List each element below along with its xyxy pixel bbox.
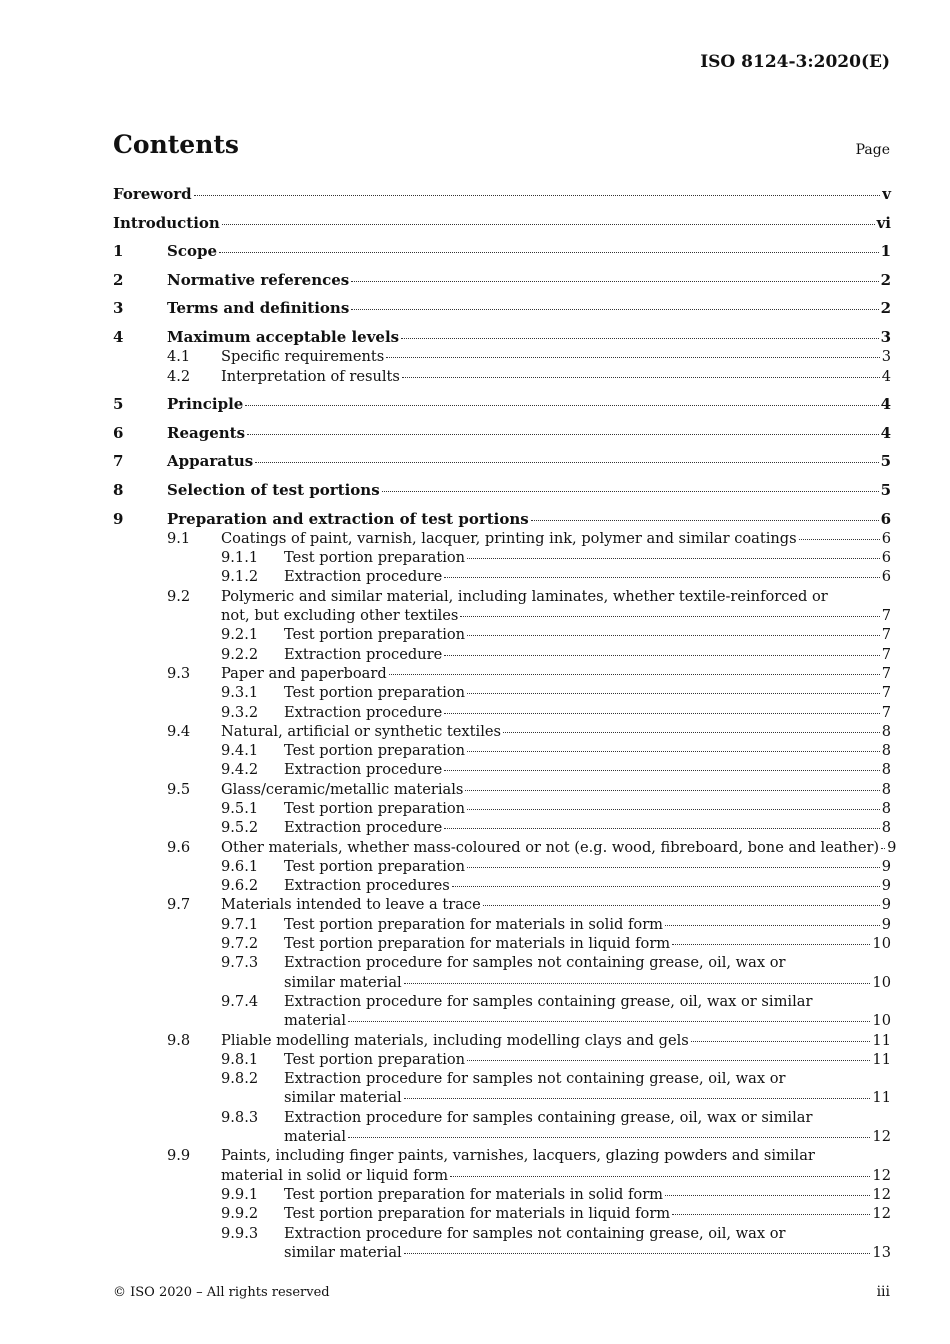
toc-entry[interactable]: [113, 271, 891, 290]
dot-leader: [444, 713, 879, 714]
toc-entry-page: 3: [880, 327, 891, 346]
toc-entry-number: 9.7.4: [221, 992, 259, 1010]
toc-entry-title: Extraction procedure: [284, 703, 443, 721]
toc-entry-title: Test portion preparation for materials in liquid form: [284, 935, 671, 953]
toc-entry-page: 12: [872, 1128, 891, 1146]
toc-entry-page: 10: [872, 973, 891, 991]
toc-entry-title: Normative references: [167, 270, 350, 289]
dot-leader: [401, 338, 878, 339]
toc-entry[interactable]: [113, 347, 891, 366]
dot-leader: [665, 1195, 870, 1196]
toc-entry-title-continued: similar material: [284, 1089, 402, 1107]
dot-leader: [467, 751, 880, 752]
toc-entry[interactable]: [113, 567, 891, 586]
toc-entry-number: 9.4: [167, 722, 191, 740]
toc-entry-page: 8: [881, 799, 891, 817]
toc-entry-number: 9.3.1: [221, 684, 259, 702]
toc-entry-number: 7: [113, 452, 124, 471]
dot-leader: [483, 905, 880, 906]
toc-entry-number: 9.5.2: [221, 819, 259, 837]
toc-entry-number: 9.9.1: [221, 1185, 259, 1203]
toc-entry-page: 8: [881, 761, 891, 779]
toc-entry[interactable]: [113, 299, 891, 318]
toc-entry-number: 9.2: [167, 587, 191, 605]
toc-entry-page: 8: [881, 819, 891, 837]
toc-entry-page: 2: [880, 299, 891, 318]
toc-entry-page: 12: [872, 1185, 891, 1203]
toc-entry-page: 8: [881, 722, 891, 740]
toc-entry-title: Test portion preparation: [284, 626, 466, 644]
dot-leader: [348, 1021, 870, 1022]
toc-entry-page: 8: [881, 742, 891, 760]
toc-entry[interactable]: [113, 934, 891, 953]
toc-entry-number: 9.3: [167, 664, 191, 682]
toc-entry-title: Polymeric and similar material, including laminates, whether textile-reinforced or: [221, 587, 828, 605]
toc-entry-title-continued: similar material: [284, 973, 402, 991]
toc-entry[interactable]: [113, 1050, 891, 1069]
toc-entry-number: 9.5: [167, 780, 191, 798]
toc-entry[interactable]: [113, 185, 891, 204]
toc-entry[interactable]: [113, 1069, 891, 1108]
dot-leader: [404, 983, 871, 984]
toc-entry-number: 4: [113, 327, 124, 346]
toc-entry-title: Paints, including finger paints, varnishes, lacquers, glazing powders and similar: [221, 1147, 815, 1165]
toc-entry-page: 7: [881, 607, 891, 625]
dot-leader: [665, 925, 880, 926]
toc-entry-page: 1: [880, 242, 891, 261]
dot-leader: [503, 732, 880, 733]
toc-entry-title: Reagents: [167, 423, 246, 442]
toc-entry[interactable]: [113, 328, 891, 347]
toc-entry-number: 9.1.2: [221, 568, 259, 586]
toc-entry-page: 2: [880, 270, 891, 289]
toc-entry-title: Paper and paperboard: [221, 664, 387, 682]
dot-leader: [404, 1253, 871, 1254]
toc-entry-number: 9.8.3: [221, 1108, 259, 1126]
dot-leader: [691, 1041, 871, 1042]
toc-entry-page: 5: [880, 452, 891, 471]
toc-entry[interactable]: [113, 703, 891, 722]
toc-entry[interactable]: [113, 529, 891, 548]
dot-leader: [351, 309, 878, 310]
toc-entry-number: 9: [113, 509, 124, 528]
toc-entry-number: 9.7.1: [221, 915, 259, 933]
dot-leader: [467, 1060, 870, 1061]
toc-entry-number: 9.4.2: [221, 761, 259, 779]
dot-leader: [444, 655, 879, 656]
toc-entry-title: Test portion preparation for materials in solid form: [284, 915, 664, 933]
toc-entry-number: 3: [113, 299, 124, 318]
toc-entry-number: 5: [113, 395, 124, 414]
toc-entry-page: 12: [872, 1205, 891, 1223]
toc-entry[interactable]: [113, 452, 891, 471]
toc-entry-title: Extraction procedure for samples containing grease, oil, wax or similar: [284, 1108, 813, 1126]
toc-entry-number: 9.8.2: [221, 1070, 259, 1088]
toc-entry[interactable]: [113, 780, 891, 799]
toc-entry-title-continued: material in solid or liquid form: [221, 1166, 449, 1184]
toc-entry[interactable]: [113, 1108, 891, 1147]
dot-leader: [404, 1098, 871, 1099]
toc-entry[interactable]: [113, 625, 891, 644]
toc-entry-title: Principle: [167, 395, 244, 414]
dot-leader: [465, 790, 879, 791]
toc-entry-title: Extraction procedure for samples containing grease, oil, wax or similar: [284, 992, 813, 1010]
toc-entry-title-continued: similar material: [284, 1243, 402, 1261]
toc-entry-title: Maximum acceptable levels: [167, 327, 400, 346]
toc-entry-number: 6: [113, 423, 124, 442]
toc-entry[interactable]: [113, 799, 891, 818]
toc-entry-title: Terms and definitions: [167, 299, 350, 318]
page-column-label: Page: [855, 142, 890, 158]
dot-leader: [255, 462, 878, 463]
toc-entry[interactable]: [113, 760, 891, 779]
toc-entry[interactable]: [113, 876, 891, 895]
toc-entry-number: 9.5.1: [221, 799, 259, 817]
toc-entry-page: v: [882, 185, 891, 203]
toc-entry-title: Pliable modelling materials, including modelling clays and gels: [221, 1031, 689, 1049]
toc-entry-title-continued: not, but excluding other textiles: [221, 607, 459, 625]
dot-leader: [247, 434, 879, 435]
toc-entry-title: Materials intended to leave a trace: [221, 896, 481, 914]
toc-entry[interactable]: [113, 242, 891, 261]
toc-entry[interactable]: [113, 367, 891, 386]
toc-entry[interactable]: [113, 838, 897, 857]
toc-entry-number: 9.9: [167, 1147, 191, 1165]
toc-entry-page: 7: [881, 703, 891, 721]
toc-entry[interactable]: [113, 214, 891, 233]
table-of-contents: [113, 185, 897, 1262]
toc-entry[interactable]: [113, 857, 891, 876]
toc-entry-title: Extraction procedure: [284, 645, 443, 663]
toc-entry[interactable]: [113, 818, 891, 837]
toc-entry-page: 4: [880, 395, 891, 414]
toc-entry-title: Foreword: [113, 185, 192, 203]
toc-entry-number: 9.9.2: [221, 1205, 259, 1223]
toc-entry[interactable]: [113, 645, 891, 664]
toc-entry-page: 6: [881, 549, 891, 567]
toc-entry-page: 4: [881, 367, 891, 385]
dot-leader: [389, 674, 880, 675]
toc-entry-title: Natural, artificial or synthetic textiles: [221, 722, 501, 740]
toc-entry-title: Test portion preparation: [284, 684, 466, 702]
toc-entry[interactable]: [113, 587, 891, 626]
dot-leader: [194, 195, 881, 196]
toc-entry-title: Extraction procedure: [284, 761, 443, 779]
toc-entry-title: Scope: [167, 242, 218, 261]
toc-entry-number: 9.8.1: [221, 1050, 259, 1068]
toc-entry-number: 9.7.2: [221, 935, 259, 953]
toc-entry-title: Test portion preparation for materials in solid form: [284, 1185, 664, 1203]
toc-entry-number: 9.1: [167, 529, 191, 547]
toc-entry-page: 11: [872, 1050, 891, 1068]
toc-entry-number: 9.4.1: [221, 742, 259, 760]
toc-entry-page: 9: [881, 857, 891, 875]
toc-entry-number: 4.1: [167, 348, 191, 366]
dot-leader: [467, 809, 880, 810]
toc-entry[interactable]: [113, 1185, 891, 1204]
toc-entry-page: 7: [881, 626, 891, 644]
toc-entry[interactable]: [113, 1224, 891, 1263]
dot-leader: [467, 558, 880, 559]
toc-entry-number: 9.2.1: [221, 626, 259, 644]
toc-entry-title: Extraction procedure for samples not containing grease, oil, wax or: [284, 954, 786, 972]
toc-entry-page: 7: [881, 645, 891, 663]
toc-entry-title: Selection of test portions: [167, 480, 380, 499]
toc-entry-title: Extraction procedure for samples not containing grease, oil, wax or: [284, 1224, 786, 1242]
dot-leader: [452, 886, 880, 887]
toc-entry-title: Extraction procedure: [284, 568, 443, 586]
dot-leader: [799, 539, 880, 540]
toc-entry-title: Test portion preparation: [284, 742, 466, 760]
toc-entry[interactable]: [113, 895, 891, 914]
toc-entry[interactable]: [113, 683, 891, 702]
toc-entry-number: 9.2.2: [221, 645, 259, 663]
toc-entry-title: Introduction: [113, 213, 220, 232]
toc-entry-page: 6: [881, 568, 891, 586]
toc-entry-title: Coatings of paint, varnish, lacquer, printing ink, polymer and similar coatings: [221, 529, 797, 547]
dot-leader: [219, 252, 879, 253]
dot-leader: [450, 1176, 870, 1177]
toc-entry-page: 10: [872, 935, 891, 953]
toc-entry[interactable]: [113, 1204, 891, 1223]
toc-entry-title: Test portion preparation: [284, 549, 466, 567]
dot-leader: [382, 491, 879, 492]
toc-entry-number: 9.6: [167, 838, 191, 856]
dot-leader: [351, 281, 878, 282]
toc-entry[interactable]: [113, 395, 891, 414]
dot-leader: [881, 848, 885, 849]
page-number: iii: [876, 1284, 890, 1300]
toc-entry-title: Extraction procedure: [284, 819, 443, 837]
toc-entry-number: 9.8: [167, 1031, 191, 1049]
toc-entry-page: 4: [880, 423, 891, 442]
dot-leader: [444, 577, 879, 578]
toc-entry-title: Other materials, whether mass-coloured or not (e.g. wood, fibreboard, bone and leather): [221, 838, 880, 856]
toc-entry[interactable]: [113, 992, 891, 1031]
toc-entry-title: Glass/ceramic/metallic materials: [221, 780, 464, 798]
dot-leader: [531, 520, 879, 521]
toc-entry-title: Interpretation of results: [221, 367, 400, 385]
toc-entry-page: 11: [872, 1089, 891, 1107]
toc-entry-number: 8: [113, 480, 124, 499]
toc-entry-page: 12: [872, 1166, 891, 1184]
dot-leader: [467, 693, 880, 694]
dot-leader: [245, 405, 878, 406]
toc-entry-page: 9: [881, 877, 891, 895]
dot-leader: [222, 224, 875, 225]
toc-entry-number: 9.9.3: [221, 1224, 259, 1242]
toc-entry-number: 2: [113, 270, 124, 289]
toc-entry-page: 6: [881, 529, 891, 547]
toc-entry-page: 11: [872, 1031, 891, 1049]
dot-leader: [672, 944, 870, 945]
toc-entry-number: 1: [113, 242, 124, 261]
toc-entry-title: Test portion preparation: [284, 857, 466, 875]
toc-entry[interactable]: [113, 548, 891, 567]
toc-entry[interactable]: [113, 741, 891, 760]
toc-entry-page: 10: [872, 1012, 891, 1030]
dot-leader: [467, 635, 880, 636]
dot-leader: [460, 616, 879, 617]
dot-leader: [467, 867, 880, 868]
toc-entry-page: 7: [881, 684, 891, 702]
toc-entry-number: 9.7.3: [221, 954, 259, 972]
toc-entry-title: Apparatus: [167, 452, 254, 471]
toc-entry-number: 9.6.2: [221, 877, 259, 895]
toc-entry[interactable]: [113, 510, 891, 529]
toc-entry-title-continued: material: [284, 1128, 347, 1146]
toc-entry-number: 9.6.1: [221, 857, 259, 875]
dot-leader: [444, 770, 879, 771]
toc-entry-title: Extraction procedure for samples not containing grease, oil, wax or: [284, 1070, 786, 1088]
toc-entry-title: Test portion preparation: [284, 1050, 466, 1068]
page-title: Contents: [113, 130, 240, 159]
dot-leader: [348, 1137, 870, 1138]
toc-entry-page: 8: [881, 780, 891, 798]
toc-entry-title: Test portion preparation: [284, 799, 466, 817]
toc-entry-page: 9: [881, 896, 891, 914]
toc-entry[interactable]: [113, 1031, 891, 1050]
toc-entry-page: 9: [887, 838, 897, 856]
toc-entry[interactable]: [113, 424, 891, 443]
toc-entry-number: 4.2: [167, 367, 191, 385]
toc-entry-page: 7: [881, 664, 891, 682]
toc-entry[interactable]: [113, 953, 891, 992]
dot-leader: [672, 1214, 870, 1215]
toc-entry-number: 9.3.2: [221, 703, 259, 721]
dot-leader: [444, 828, 879, 829]
toc-entry-page: 3: [881, 348, 891, 366]
toc-entry-number: 9.7: [167, 896, 191, 914]
toc-entry-title: Preparation and extraction of test portions: [167, 509, 529, 528]
toc-entry-title: Test portion preparation for materials in liquid form: [284, 1205, 671, 1223]
copyright-notice: © ISO 2020 – All rights reserved: [113, 1285, 330, 1300]
toc-entry[interactable]: [113, 664, 891, 683]
toc-entry-page: vi: [876, 213, 891, 232]
toc-entry-page: 5: [880, 480, 891, 499]
toc-entry-page: 13: [872, 1243, 891, 1261]
toc-entry[interactable]: [113, 481, 891, 500]
toc-entry[interactable]: [113, 915, 891, 934]
toc-entry-title: Specific requirements: [221, 348, 385, 366]
dot-leader: [402, 377, 880, 378]
dot-leader: [386, 357, 879, 358]
toc-entry-page: 9: [881, 915, 891, 933]
toc-entry-title: Extraction procedures: [284, 877, 450, 895]
document-id: ISO 8124-3:2020(E): [700, 52, 890, 72]
toc-entry-title-continued: material: [284, 1012, 347, 1030]
toc-entry-number: 9.1.1: [221, 549, 259, 567]
toc-entry-page: 6: [880, 509, 891, 528]
toc-entry[interactable]: [113, 1146, 891, 1185]
toc-entry[interactable]: [113, 722, 891, 741]
